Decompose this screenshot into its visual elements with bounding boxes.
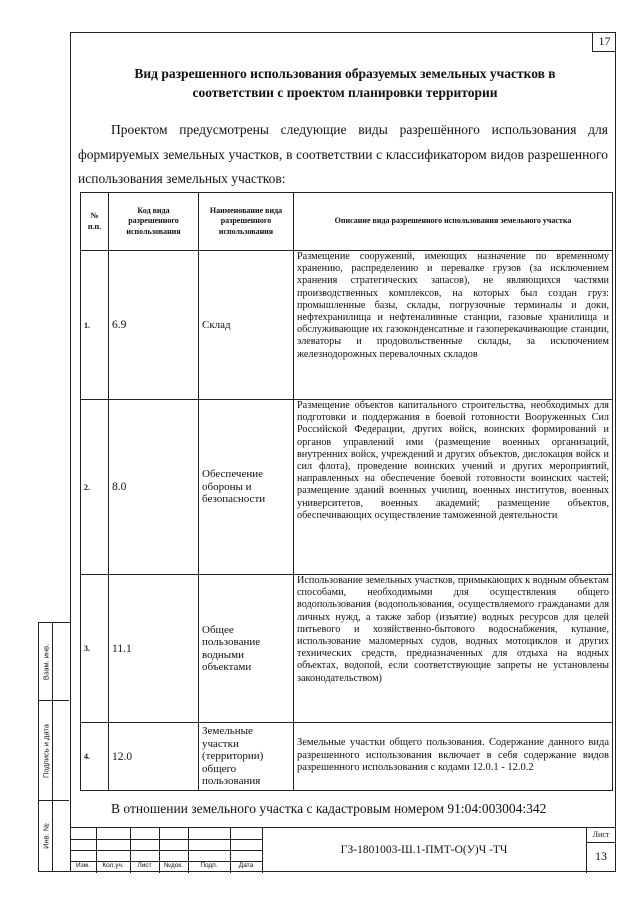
table-row — [81, 723, 613, 791]
header-name: Наименование вида разрешенного использования — [199, 193, 294, 251]
table-row — [81, 251, 613, 400]
row-description: Земельные участки общего пользования. Содержание данного вида разрешенного использования включает в себя содержание видов разрешенного использования с кодами 12.0.1 - 12.0.2 — [294, 723, 613, 791]
sheet-box — [586, 828, 616, 873]
row-name: Склад — [199, 251, 294, 400]
row-name: Обеспечение обороны и безопасности — [199, 400, 294, 575]
row-number: 2. — [81, 400, 109, 575]
table-row — [81, 575, 613, 723]
intro-paragraph: Проектом предусмотрены следующие виды разрешённого использования для формируемых земельных участков, в соответствии с классификатором видов разрешенного использования земельных участков: — [78, 122, 608, 186]
stamp-label-doc: №док. — [163, 862, 184, 869]
stamp-label-count: Кол.уч. — [102, 862, 124, 869]
side-label-signature: Подпись и дата — [41, 723, 50, 778]
row-code: 8.0 — [109, 400, 199, 575]
sheet-label: Лист — [587, 828, 615, 843]
sheet-number: 13 — [595, 849, 607, 863]
row-name: Общее пользование водными объектами — [199, 575, 294, 723]
row-description: Использование земельных участков, примыкающих к водным объектам способами, необходимыми для осуществления общего водопользования (водопользования, осуществляемого гражданами для личных нужд, а также забор (изъятие) водных ресурсов для целей питьевого и хозяйственно-бытового водоснабжения, купание, использование маломерных судов, водных мотоциклов и других технических средств, предназначенных для отдыха на водных объектах, водопой, если соответствующие запреты не установлены законодательством) — [294, 575, 613, 723]
binding-strip — [38, 622, 70, 872]
document-code: ГЗ-1801003-Ш.1-ПМТ-О(У)Ч -ТЧ — [340, 844, 508, 856]
header-number: № п.п. — [81, 193, 109, 251]
stamp-label-change: Изм. — [76, 862, 90, 869]
header-code: Код вида разрешенного использования — [109, 193, 199, 251]
stamp-label-sheet: Лист — [137, 862, 152, 869]
row-number: 4. — [81, 723, 109, 791]
row-code: 6.9 — [109, 251, 199, 400]
row-code: 12.0 — [109, 723, 199, 791]
stamp-label-signature: Подп. — [200, 862, 218, 869]
row-number: 1. — [81, 251, 109, 400]
row-description: Размещение сооружений, имеющих назначение по временному хранению, распределению и перевалке грузов (за исключением хранения стратегических запасов), не являющихся частями производственных комплексов, на которых был создан груз: промышленные базы, склады, погрузочные терминалы и доки, нефтехранилища и нефтеналивные станции, газовые хранилища и обслуживающие их газоконденсатные и газоперекачивающие станции, элеваторы и продовольственные склады, за исключением железнодорожных перевалочных складов — [294, 251, 613, 400]
document-title: Вид разрешенного использования образуемых земельных участков в соответствии с проектом планировки территории — [134, 66, 556, 100]
side-label-inventory: Инв. № — [41, 823, 50, 849]
stamp-label-date: Дата — [238, 862, 254, 869]
row-number: 3. — [81, 575, 109, 723]
title-block — [70, 827, 616, 872]
closing-paragraph: В отношении земельного участка с кадастровым номером 91:04:003004:342 — [111, 801, 547, 816]
side-label-replacement: Взам. инв. — [41, 643, 50, 680]
row-code: 11.1 — [109, 575, 199, 723]
side-cell-replacement — [39, 623, 69, 701]
side-cell-signature — [39, 701, 69, 801]
permitted-use-table — [80, 192, 613, 791]
side-cell-inventory — [39, 801, 69, 871]
header-description: Описание вида разрешенного использования земельного участка — [294, 193, 613, 251]
page-number: 17 — [592, 32, 616, 52]
row-name: Земельные участки (территории) общего пользования — [199, 723, 294, 791]
table-header-row — [81, 193, 613, 251]
table-row — [81, 400, 613, 575]
row-description: Размещение объектов капитального строительства, необходимых для подготовки и поддержания в боевой готовности Вооруженных Сил Российской Федерации, других войск, воинских формирований и органов управлений ими (размещение военных организаций, внутренних войск, учреждений и других объектов, дислокация войск и сил флота), проведение воинских учений и других мероприятий, направленных на обеспечение боевой готовности воинских частей; размещение зданий военных училищ, военных институтов, военных университетов, военных академий; размещение объектов, обеспечивающих осуществление таможенной деятельности — [294, 400, 613, 575]
